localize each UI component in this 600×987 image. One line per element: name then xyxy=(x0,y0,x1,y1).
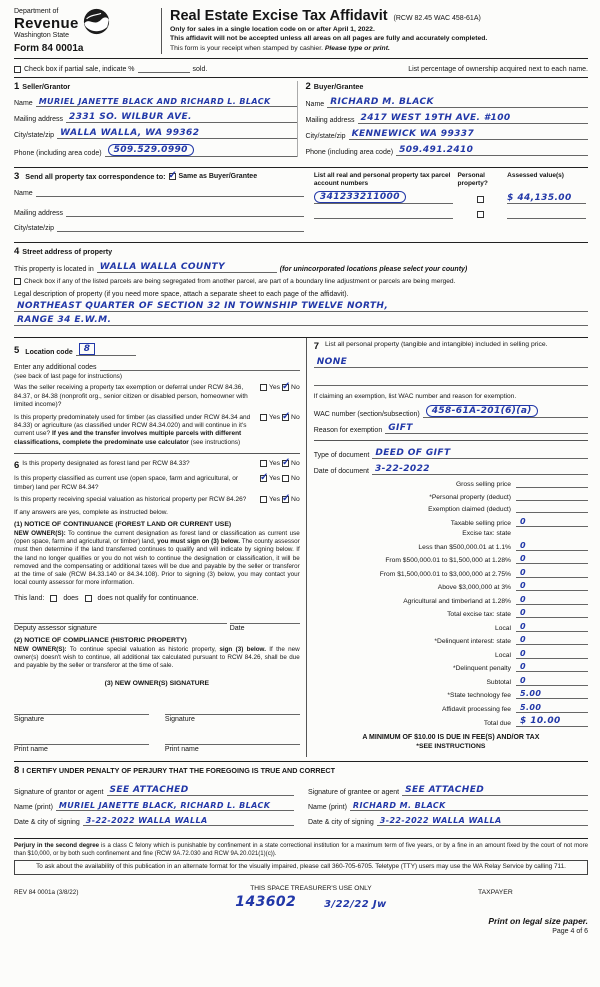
treasurer-stamp-date: 3/22/22 Jw xyxy=(324,898,387,910)
header xyxy=(14,8,588,54)
tax-row-field-8[interactable] xyxy=(516,595,588,605)
correspondence-name-label: Name xyxy=(14,190,33,197)
deputy-assessor-signature-label: Deputy assessor signature xyxy=(14,624,97,632)
tax-row-value-13: 0 xyxy=(520,662,526,672)
buyer-citystatezip-value: KENNEWICK WA 99337 xyxy=(351,129,475,139)
partial-sale-checkbox[interactable] xyxy=(14,66,21,73)
personal-property-value: NONE xyxy=(316,357,348,368)
s5-q2-no-label: No xyxy=(291,413,300,421)
tax-row-label-8: Agricultural and timberland at 1.28% xyxy=(403,597,511,605)
document-date-field[interactable] xyxy=(372,464,588,475)
revenue-label: Revenue xyxy=(14,15,79,32)
tax-row-field-1[interactable] xyxy=(516,492,588,501)
legal-description-field-2[interactable] xyxy=(14,315,588,326)
grantor-name-print-label: Name (print) xyxy=(14,803,53,811)
seller-phone-value: 509.529.0990 xyxy=(108,144,194,156)
treasurer-use-label: THIS SPACE TREASURER'S USE ONLY xyxy=(250,884,372,892)
parcel-row xyxy=(312,189,588,206)
personal-property-header: Personal property? xyxy=(457,172,488,187)
new-owner-printname-field-1[interactable] xyxy=(14,735,149,745)
parcel-number-value: 341233211000 xyxy=(314,191,406,203)
section-7-number: 7 xyxy=(313,341,320,353)
tax-row-field-10[interactable] xyxy=(516,622,588,632)
tax-row-label-12: Local xyxy=(495,651,511,659)
s5-q2-text-b: If yes and the transfer involves multiple parcels with different classifications, complete the predominate use calculator xyxy=(14,430,242,446)
ownership-percent-note: List percentage of ownership acquired next to each name. xyxy=(408,66,588,73)
excise-tax-state-heading: Excise tax: state xyxy=(462,530,511,538)
continuance-text-b: you must sign on (3) below. xyxy=(157,537,240,545)
s5-q2-no-checkbox[interactable] xyxy=(282,414,289,421)
tax-row-field-0[interactable] xyxy=(516,479,588,488)
new-owner-printname-field-2[interactable] xyxy=(165,735,300,745)
s6-q3-no-checkbox[interactable] xyxy=(282,496,289,503)
section-6-number: 6 xyxy=(14,460,20,472)
s6-q2-yes-checkbox[interactable] xyxy=(260,475,267,482)
legal-description-value-1: NORTHEAST QUARTER OF SECTION 32 IN TOWNSHIP TWELVE NORTH, xyxy=(17,301,389,312)
grantee-name-print-value: RICHARD M. BLACK xyxy=(352,800,446,810)
personal-property-title: List all personal property (tangible and intangible) included in selling price. xyxy=(325,341,548,349)
tax-row-label-14: Subtotal xyxy=(486,678,511,686)
seller-citystatezip-field[interactable] xyxy=(57,128,296,139)
seller-citystatezip-label: City/state/zip xyxy=(14,132,55,139)
land-does-not-label: does not qualify for continuance. xyxy=(97,594,199,602)
buyer-address-label: Mailing address xyxy=(305,117,355,124)
grantee-date-city-field[interactable] xyxy=(377,816,588,826)
tax-row-field-5[interactable] xyxy=(516,554,588,564)
additional-codes-label: Enter any additional codes xyxy=(14,364,97,372)
tax-row-label-7: Above $3,000,000 at 3% xyxy=(437,584,511,592)
buyer-phone-label: Phone (including area code) xyxy=(305,149,394,156)
grantee-date-city-label: Date & city of signing xyxy=(308,818,374,826)
parcel-table-block xyxy=(312,171,588,232)
s6-question-1 xyxy=(14,460,300,471)
correspondence-name-field[interactable] xyxy=(36,187,304,197)
s5-q2-text-c: (see instructions) xyxy=(190,438,241,446)
buyer-address-field[interactable] xyxy=(358,113,588,124)
s5-question-1 xyxy=(14,384,300,409)
page-title: Real Estate Excise Tax Affidavit xyxy=(170,8,388,24)
additional-codes-field[interactable] xyxy=(100,361,300,371)
agency-block xyxy=(14,8,162,54)
document-type-value: DEED OF GIFT xyxy=(375,448,451,459)
s5-q1-yes-checkbox[interactable] xyxy=(260,384,267,391)
print-name-label-1: Print name xyxy=(14,745,48,753)
tax-row-value-12: 0 xyxy=(520,648,526,658)
parcel-number-field-2[interactable] xyxy=(314,208,454,219)
print-note-block xyxy=(14,916,588,935)
s6-q1-yes-label: Yes xyxy=(268,460,281,468)
section-4-number: 4 xyxy=(14,246,20,257)
s6-question-2-text: Is this property classified as current use (open space, farm and agricultural, or timber) land per RCW 84.34? xyxy=(14,475,238,491)
tax-row-field-3[interactable] xyxy=(516,517,588,527)
section-5-number: 5 xyxy=(14,345,20,357)
deputy-assessor-signature-field[interactable] xyxy=(14,614,227,624)
grantee-name-print-field[interactable] xyxy=(350,801,588,811)
deputy-date-label: Date xyxy=(229,624,245,632)
buyer-grantee-block xyxy=(297,81,589,157)
tax-row-field-2[interactable] xyxy=(516,504,588,513)
legal-description-field-1[interactable] xyxy=(14,301,588,312)
correspondence-citystatezip-field[interactable] xyxy=(57,222,304,232)
land-does-checkbox[interactable] xyxy=(50,595,57,602)
legal-description-label: Legal description of property (if you need more space, attach a separate sheet to each page of the affidavit). xyxy=(14,291,349,299)
tax-row-label-16: Affidavit processing fee xyxy=(441,705,511,713)
partial-sale-percent-field[interactable] xyxy=(138,63,190,73)
perjury-text: is a class C felony which is punishable by confinement in a state correctional institution for a maximum term of five years, or by a fine in an amount fixed by the court of not more than $10,000, or by both such confinement and fine (RCW 9A.72.030 and RCW 9A.20.021(1)(c)). xyxy=(14,841,588,857)
personal-property-field-2[interactable] xyxy=(314,376,588,386)
s6-q3-no-label: No xyxy=(291,496,300,504)
section-8-number: 8 xyxy=(14,764,20,776)
s6-q2-no-checkbox[interactable] xyxy=(282,475,289,482)
washington-state-label: Washington State xyxy=(14,32,69,39)
grantor-date-city-label: Date & city of signing xyxy=(14,818,80,826)
s6-q3-yes-checkbox[interactable] xyxy=(260,496,267,503)
main-columns xyxy=(14,337,588,756)
compliance-text-c: If the new owner(s) doesn't wish to continue, all additional tax calculated pursuant to RCW 84.26, shall be due and payable by the seller or transferor at the time of sale. xyxy=(14,645,300,670)
title-block xyxy=(162,8,588,54)
continuance-text-c: The county assessor must then determine if the land transferred continues to qualify and will indicate by signing below. If the land no longer qualifies or you do not wish to continue the designation or classification, it will be removed and the compensating or additional taxes will be due and payable by the seller or transferor at the time of sale (RCW 84.33.140 or 84.34.108). Prior to signing (3) below, you may contact your local county assessor for more information. xyxy=(14,537,300,587)
buyer-address-value: 2417 WEST 19TH AVE. #100 xyxy=(360,113,511,123)
tax-row-value-10: 0 xyxy=(520,621,526,631)
tax-row-value-3: 0 xyxy=(520,516,526,526)
section-2-number: 2 xyxy=(305,81,311,92)
seller-address-field[interactable] xyxy=(66,112,296,123)
right-column xyxy=(307,338,588,756)
county-note: (for unincorporated locations please select your county) xyxy=(279,266,468,273)
buyer-name-label: Name xyxy=(305,101,325,108)
header-note-2: This affidavit will not be accepted unless all areas on all pages are fully and accurately completed. xyxy=(170,35,488,43)
grantor-signature-field[interactable] xyxy=(107,785,294,796)
tax-row-label-1: *Personal property (deduct) xyxy=(429,493,511,501)
continuance-paragraph xyxy=(14,530,300,588)
document-type-label: Type of document xyxy=(313,452,370,460)
parcel-row-blank xyxy=(312,206,588,221)
tax-row-label-11: *Delinquent interest: state xyxy=(434,638,511,646)
property-address-title: Street address of property xyxy=(22,247,113,256)
perjury-notice xyxy=(14,838,588,858)
continuance-text-a: To continue the current designation as forest land or classification as current use (open space, farm and agricultural, or timber) land, xyxy=(14,529,300,545)
new-owners-lead-1: NEW OWNER(S): xyxy=(14,529,66,537)
assessed-value-field[interactable] xyxy=(507,193,586,204)
tax-row-value-16: 5.00 xyxy=(520,702,542,712)
tax-row-label-13: *Delinquent penalty xyxy=(453,665,511,673)
tax-row-value-14: 0 xyxy=(520,675,526,685)
grantee-date-city-value: 3-22-2022 WALLA WALLA xyxy=(379,815,502,825)
rev-form-number: REV 84 0001a (3/8/22) xyxy=(14,888,79,896)
tax-row-field-4[interactable] xyxy=(516,541,588,551)
seller-name-label: Name xyxy=(14,100,33,107)
seller-citystatezip-value: WALLA WALLA, WA 99362 xyxy=(60,128,200,138)
grantor-name-print-value: MURIEL JANETTE BLACK, RICHARD L. BLACK xyxy=(58,800,271,810)
tax-row-field-17[interactable] xyxy=(516,716,588,727)
signature-label-2: Signature xyxy=(164,715,195,723)
document-type-field[interactable] xyxy=(372,448,588,459)
compliance-heading: (2) NOTICE OF COMPLIANCE (HISTORIC PROPERTY) xyxy=(14,636,187,644)
left-column xyxy=(14,338,307,756)
s6-question-1-text: Is this property designated as forest land per RCW 84.33? xyxy=(22,460,190,468)
tax-row-value-15: 5.00 xyxy=(520,689,542,699)
document-date-label: Date of document xyxy=(313,468,369,476)
legal-size-note: Print on legal size paper. xyxy=(488,915,588,926)
revenue-logo-icon xyxy=(83,8,110,37)
tax-row-label-5: From $500,000.01 to $1,500,000 at 1.28% xyxy=(385,557,511,565)
form-number: Form 84 0001a xyxy=(14,43,84,54)
buyer-name-value: RICHARD M. BLACK xyxy=(330,97,434,107)
tax-row-field-12[interactable] xyxy=(516,649,588,659)
section-3-number: 3 xyxy=(14,171,20,182)
land-does-label: does xyxy=(63,594,79,602)
grantee-certification xyxy=(308,780,588,826)
tax-row-value-9: 0 xyxy=(520,608,526,618)
grantor-signature-value: SEE ATTACHED xyxy=(109,784,189,795)
certification-section xyxy=(14,761,588,832)
seller-name-value: MURIEL JANETTE BLACK AND RICHARD L. BLACK xyxy=(38,97,271,106)
minimum-due-note: A MINIMUM OF $10.00 IS DUE IN FEE(S) AND/OR TAX xyxy=(362,734,540,742)
land-does-not-checkbox[interactable] xyxy=(85,595,92,602)
continuance-heading: (1) NOTICE OF CONTINUANCE (FOREST LAND OR CURRENT USE) xyxy=(14,520,232,528)
treasurer-stamp-number: 143602 xyxy=(235,893,297,910)
s5-q2-yes-checkbox[interactable] xyxy=(260,414,267,421)
grantor-date-city-field[interactable] xyxy=(83,816,294,826)
certification-title: I CERTIFY UNDER PENALTY OF PERJURY THAT THE FOREGOING IS TRUE AND CORRECT xyxy=(22,765,335,775)
grantee-signature-value: SEE ATTACHED xyxy=(405,784,485,795)
tax-row-field-9[interactable] xyxy=(516,608,588,618)
correspondence-address-field[interactable] xyxy=(66,207,304,217)
grantee-signature-field[interactable] xyxy=(402,785,588,796)
new-owner-signatures xyxy=(14,695,300,753)
correspondence-citystatezip-label: City/state/zip xyxy=(14,225,55,232)
parcel-number-field[interactable] xyxy=(314,191,454,204)
tax-row-label-6: From $1,500,000.01 to $3,000,000 at 2.75% xyxy=(379,570,511,578)
tax-row-value-4: 0 xyxy=(520,540,526,550)
s6-question-3-text: Is this property receiving special valuation as historical property per RCW 84.26? xyxy=(14,496,247,504)
partial-sale-row xyxy=(14,58,588,73)
page-indicator: Page 4 of 6 xyxy=(552,927,588,935)
s6-question-3 xyxy=(14,496,300,504)
new-owner-signature-field-2[interactable] xyxy=(165,705,300,715)
correspondence-section xyxy=(14,167,588,238)
see-instructions-note: *SEE INSTRUCTIONS xyxy=(416,743,486,751)
if-yes-note: If any answers are yes, complete as instructed below. xyxy=(14,508,168,516)
grantor-signature-label: Signature of grantor or agent xyxy=(14,788,104,796)
tax-row-value-6: 0 xyxy=(520,567,526,577)
tax-row-field-13[interactable] xyxy=(516,662,588,672)
exemption-reason-field[interactable] xyxy=(385,423,588,434)
segregated-label: Check box if any of the listed parcels are being segregated from another parcel, are part of a boundary line adjustment or parcels are being merged. xyxy=(24,278,456,285)
tax-row-field-11[interactable] xyxy=(516,635,588,645)
new-owners-lead-2: NEW OWNER(S): xyxy=(14,645,67,653)
grantee-signature-label: Signature of grantee or agent xyxy=(308,788,400,796)
buyer-citystatezip-label: City/state/zip xyxy=(305,133,346,140)
partial-sale-sold-label: sold. xyxy=(192,66,208,73)
tax-row-value-5: 0 xyxy=(520,554,526,564)
tax-row-label-0: Gross selling price xyxy=(455,481,511,489)
buyer-name-field[interactable] xyxy=(327,97,588,108)
s6-q2-yes-label: Yes xyxy=(268,475,281,483)
parcel-numbers-header: List all real and personal property tax parcel account numbers xyxy=(313,172,451,187)
assessed-value-value: $ 44,135.00 xyxy=(507,192,572,203)
agency-name xyxy=(14,8,79,39)
taxpayer-label: TAXPAYER xyxy=(478,888,513,896)
header-note-1: Only for sales in a single location code on or after April 1, 2022. xyxy=(170,25,375,33)
receipt-note: This form is your receipt when stamped by cashier. xyxy=(170,45,325,53)
buyer-citystatezip-field[interactable] xyxy=(349,129,588,140)
buyer-grantee-title: Buyer/Grantee xyxy=(313,82,364,91)
treasurer-use-block xyxy=(144,885,478,910)
document-fields xyxy=(314,440,588,475)
s6-q1-no-label: No xyxy=(291,460,300,468)
s5-question-1-text: Was the seller receiving a property tax exemption or deferral under RCW 84.36, 84.37, or 84.38 (nonprofit org., senior citizen or disabled person, homeowner with limited income)? xyxy=(14,384,248,409)
personal-property-checkbox-1[interactable] xyxy=(477,196,484,203)
title-rcw-ref: (RCW 82.45 WAC 458-61A) xyxy=(393,15,481,22)
tax-row-value-17: $ 10.00 xyxy=(520,716,561,727)
s6-q1-yes-checkbox[interactable] xyxy=(260,460,267,467)
tax-row-field-7[interactable] xyxy=(516,581,588,591)
s6-q3-yes-label: Yes xyxy=(268,496,281,504)
same-as-buyer-label: Same as Buyer/Grantee xyxy=(178,173,258,180)
location-code-value: 8 xyxy=(79,343,96,355)
tax-computation xyxy=(314,479,588,727)
seller-name-field[interactable] xyxy=(36,97,297,107)
wac-number-label: WAC number (section/subsection) xyxy=(313,411,420,419)
partial-sale-label: Check box if partial sale, indicate % xyxy=(24,66,135,73)
grantor-date-city-value: 3-22-2022 WALLA WALLA xyxy=(85,815,208,825)
compliance-paragraph xyxy=(14,646,300,671)
tax-row-label-2: Exemption claimed (deduct) xyxy=(428,506,511,514)
property-address-section xyxy=(14,242,588,332)
alternate-format-notice: To ask about the availability of this publication in an alternate format for the visually impaired, please call 360-705-6705. Teletype (TTY) users may use the WA Relay Service by calling 711. xyxy=(14,860,588,874)
exemption-note: If claiming an exemption, list WAC number and reason for exemption. xyxy=(313,393,517,401)
tax-row-label-10: Local xyxy=(495,624,511,632)
seller-phone-field[interactable] xyxy=(105,144,297,157)
tax-row-label-17: Total due xyxy=(483,720,511,728)
s6-q1-no-checkbox[interactable] xyxy=(282,460,289,467)
located-in-label: This property is located in xyxy=(14,266,94,273)
s5-q1-no-checkbox[interactable] xyxy=(282,384,289,391)
wac-number-field[interactable] xyxy=(423,405,588,418)
grantee-name-print-label: Name (print) xyxy=(308,803,347,811)
tax-row-value-7: 0 xyxy=(520,581,526,591)
tax-row-field-6[interactable] xyxy=(516,568,588,578)
seller-address-label: Mailing address xyxy=(14,116,64,123)
deputy-date-field[interactable] xyxy=(230,614,300,624)
buyer-phone-value: 509.491.2410 xyxy=(399,145,474,155)
new-owners-signature-heading: (3) NEW OWNER(S) SIGNATURE xyxy=(104,679,210,687)
buyer-phone-field[interactable] xyxy=(396,145,588,156)
s6-question-2 xyxy=(14,475,300,492)
tax-row-label-3: Taxable selling price xyxy=(450,519,511,527)
s5-q1-no-label: No xyxy=(291,384,300,392)
compliance-text-b: sign (3) below. xyxy=(219,645,266,653)
tax-row-label-4: Less than $500,000.01 at 1.1% xyxy=(418,543,511,551)
print-name-label-2: Print name xyxy=(164,745,199,753)
s5-q2-yes-label: Yes xyxy=(268,413,281,421)
same-as-buyer-checkbox[interactable] xyxy=(169,173,176,180)
additional-codes-note: (see back of last page for instructions) xyxy=(14,373,122,381)
s5-question-2 xyxy=(14,414,300,448)
exemption-reason-value: GIFT xyxy=(388,423,413,434)
tax-row-field-15[interactable] xyxy=(516,689,588,699)
section-1-number: 1 xyxy=(14,81,20,92)
county-field[interactable] xyxy=(97,262,277,273)
tax-row-value-8: 0 xyxy=(520,594,526,604)
type-or-print-note: Please type or print. xyxy=(324,45,390,53)
this-land-label: This land: xyxy=(14,594,45,602)
header-note-3 xyxy=(170,45,588,53)
seller-grantor-title: Seller/Grantor xyxy=(22,82,71,91)
tax-row-label-9: Total excise tax: state xyxy=(447,611,511,619)
perjury-lead: Perjury in the second degree xyxy=(14,841,99,849)
legal-description-value-2: RANGE 34 E.W.M. xyxy=(17,315,112,326)
segregated-checkbox[interactable] xyxy=(14,278,21,285)
tax-row-field-14[interactable] xyxy=(516,676,588,686)
wac-number-value: 458-61A-201(6)(a) xyxy=(426,405,538,417)
grantor-name-print-field[interactable] xyxy=(56,801,294,811)
correspondence-block xyxy=(14,171,304,232)
tax-row-field-16[interactable] xyxy=(516,703,588,713)
exemption-reason-label: Reason for exemption xyxy=(313,427,383,435)
assessed-value-header: Assessed value(s) xyxy=(507,172,564,179)
tax-row-value-11: 0 xyxy=(520,635,526,645)
personal-property-checkbox-2[interactable] xyxy=(477,211,484,218)
s5-q1-yes-label: Yes xyxy=(268,384,281,392)
location-code-field[interactable] xyxy=(76,343,136,356)
signature-label-1: Signature xyxy=(14,715,44,723)
seller-grantor-block xyxy=(14,81,297,157)
grantor-certification xyxy=(14,780,294,826)
section-6-block xyxy=(14,453,300,752)
tax-row-label-15: *State technology fee xyxy=(447,692,511,700)
assessed-value-field-2[interactable] xyxy=(507,208,586,219)
seller-address-value: 2331 SO. WILBUR AVE. xyxy=(69,112,192,122)
parties-section xyxy=(14,77,588,163)
document-date-value: 3-22-2022 xyxy=(375,464,430,475)
new-owner-signature-field-1[interactable] xyxy=(14,705,149,715)
seller-phone-label: Phone (including area code) xyxy=(14,150,102,157)
county-value: WALLA WALLA COUNTY xyxy=(99,262,225,272)
s5-question-2-text xyxy=(14,414,256,448)
footer xyxy=(14,885,588,910)
location-code-label: Location code xyxy=(25,349,73,357)
personal-property-field-1[interactable] xyxy=(314,357,588,368)
compliance-text-a: To continue special valuation as historic property, xyxy=(66,645,220,653)
s5-q2-text-a: Is this property predominately used for timber (as classified under RCW 84.34 and 84.33) or agriculture (as classified under RCW 84.34.020) and will continue in it's current use? xyxy=(14,413,251,438)
dept-of-label: Department of xyxy=(14,8,59,15)
correspondence-title: Send all property tax correspondence to: xyxy=(25,172,166,181)
s6-q2-no-label: No xyxy=(291,475,300,483)
correspondence-address-label: Mailing address xyxy=(14,210,64,217)
